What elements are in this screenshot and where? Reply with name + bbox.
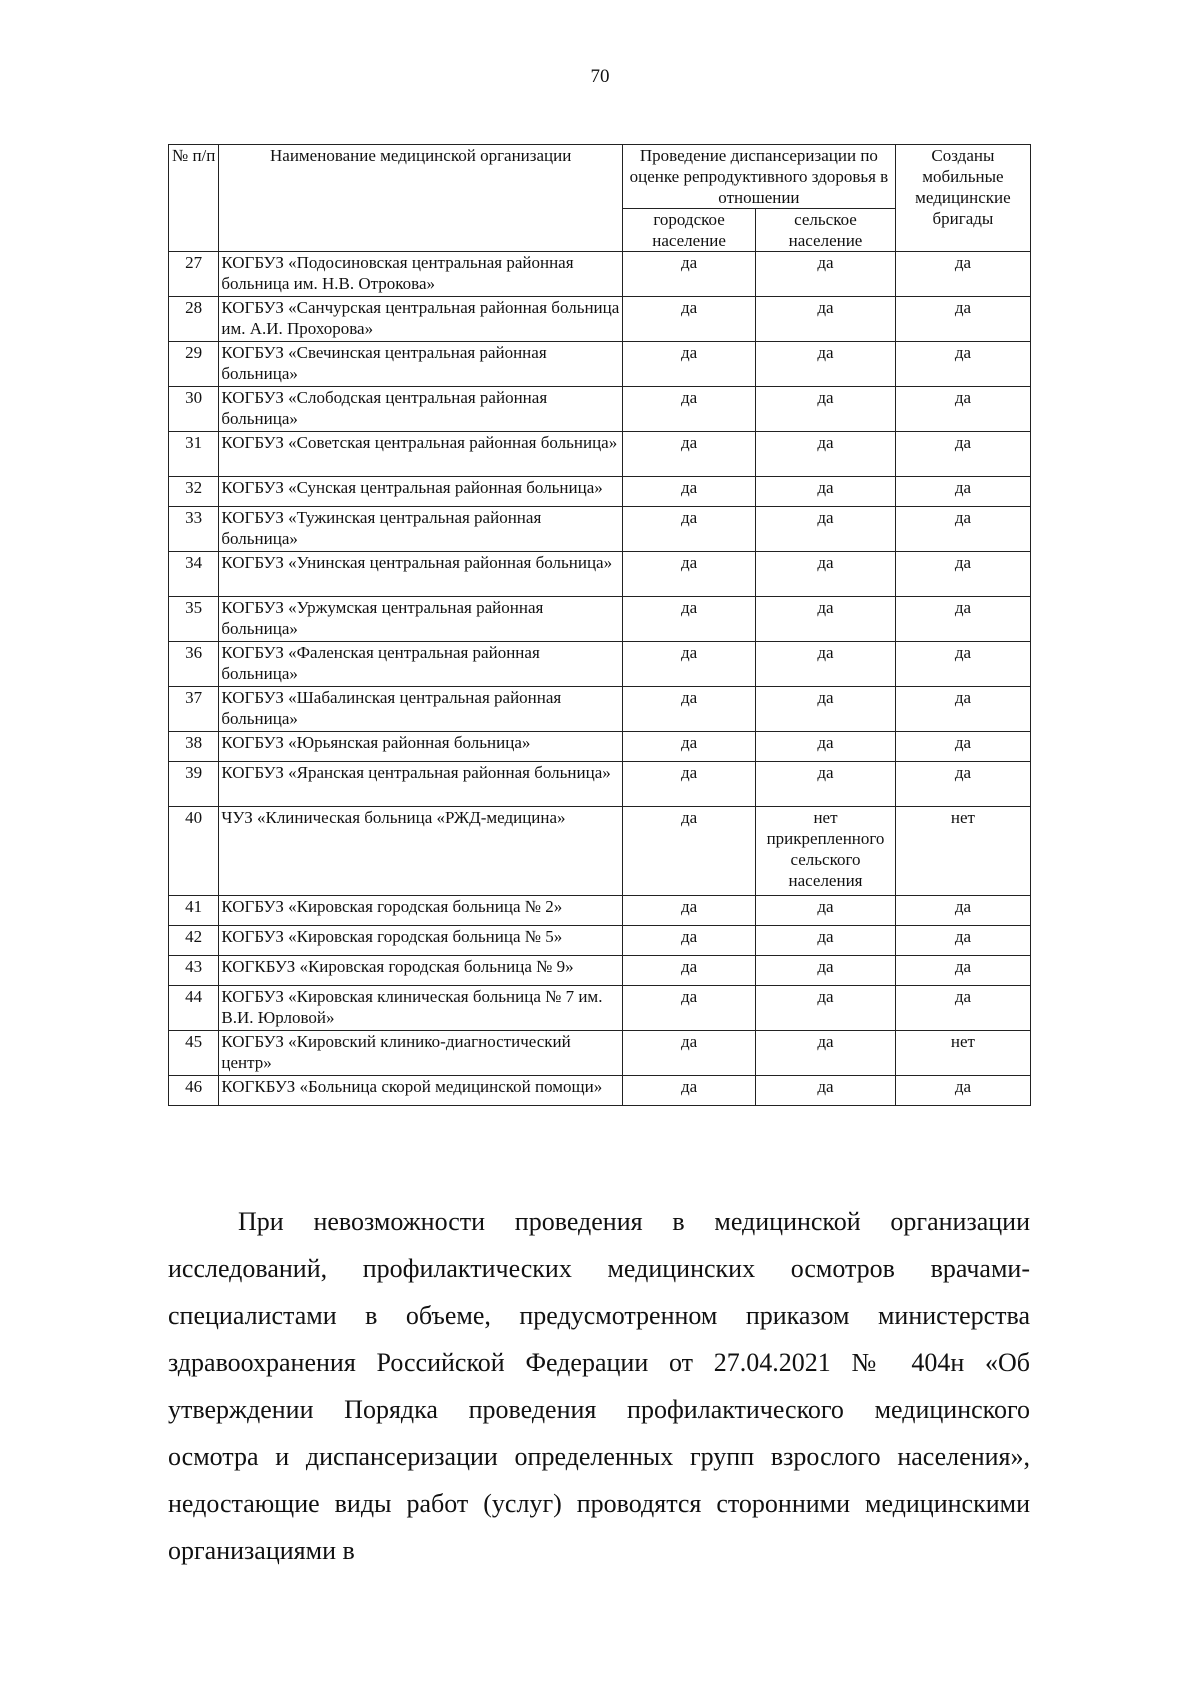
row-number: 34 <box>169 552 219 597</box>
row-number: 42 <box>169 926 219 956</box>
rural-population-value: да <box>756 896 896 926</box>
organization-name: КОГБУЗ «Свечинская центральная районная больница» <box>219 342 623 387</box>
table-row <box>169 477 1031 507</box>
header-rural: сельское население <box>756 209 896 252</box>
table-row <box>169 597 1031 642</box>
urban-population-value: да <box>623 552 756 597</box>
mobile-teams-value: да <box>895 956 1030 986</box>
organization-name: КОГБУЗ «Кировская городская больница № 2» <box>219 896 623 926</box>
mobile-teams-value: да <box>895 552 1030 597</box>
urban-population-value: да <box>623 642 756 687</box>
table-row <box>169 956 1031 986</box>
row-number: 35 <box>169 597 219 642</box>
table-row <box>169 1031 1031 1076</box>
organizations-table <box>168 144 1031 1106</box>
mobile-teams-value: да <box>895 926 1030 956</box>
mobile-teams-value: да <box>895 732 1030 762</box>
rural-population-value: да <box>756 732 896 762</box>
urban-population-value: да <box>623 732 756 762</box>
rural-population-value: да <box>756 1076 896 1106</box>
urban-population-value: да <box>623 896 756 926</box>
rural-population-value: да <box>756 1031 896 1076</box>
row-number: 31 <box>169 432 219 477</box>
mobile-teams-value: нет <box>895 807 1030 896</box>
row-number: 37 <box>169 687 219 732</box>
row-number: 38 <box>169 732 219 762</box>
organization-name: КОГБУЗ «Советская центральная районная больница» <box>219 432 623 477</box>
body-paragraph <box>168 1198 1030 1574</box>
mobile-teams-value: да <box>895 387 1030 432</box>
organization-name: ЧУЗ «Клиническая больница «РЖД-медицина» <box>219 807 623 896</box>
rural-population-value: да <box>756 956 896 986</box>
mobile-teams-value: да <box>895 507 1030 552</box>
header-urban: городское население <box>623 209 756 252</box>
row-number: 46 <box>169 1076 219 1106</box>
urban-population-value: да <box>623 342 756 387</box>
paragraph-text: При невозможности проведения в медицинской организации исследований, профилактических медицинских осмотров врачами-специалистами в объеме, предусмотренном приказом министерства здравоохранения Российской Федерации от 27.04.2021 № 404н «Об утверждении Порядка проведения профилактического медицинского осмотра и диспансеризации определенных групп взрослого населения», недостающие виды работ (услуг) проводятся сторонними медицинскими организациями в <box>168 1207 1030 1565</box>
urban-population-value: да <box>623 507 756 552</box>
urban-population-value: да <box>623 687 756 732</box>
organization-name: КОГБУЗ «Яранская центральная районная больница» <box>219 762 623 807</box>
table-row <box>169 807 1031 896</box>
organization-name: КОГБУЗ «Подосиновская центральная районная больница им. Н.В. Отрокова» <box>219 252 623 297</box>
organization-name: КОГБУЗ «Кировская клиническая больница № 7 им. В.И. Юрловой» <box>219 986 623 1031</box>
rural-population-value: да <box>756 432 896 477</box>
rural-population-value: да <box>756 507 896 552</box>
header-num: № п/п <box>169 145 219 252</box>
row-number: 41 <box>169 896 219 926</box>
rural-population-value: да <box>756 552 896 597</box>
table-row <box>169 552 1031 597</box>
urban-population-value: да <box>623 926 756 956</box>
organization-name: КОГБУЗ «Юрьянская районная больница» <box>219 732 623 762</box>
mobile-teams-value: да <box>895 597 1030 642</box>
rural-population-value: да <box>756 297 896 342</box>
mobile-teams-value: да <box>895 342 1030 387</box>
row-number: 27 <box>169 252 219 297</box>
urban-population-value: да <box>623 1076 756 1106</box>
mobile-teams-value: да <box>895 762 1030 807</box>
row-number: 29 <box>169 342 219 387</box>
table-row <box>169 1076 1031 1106</box>
row-number: 39 <box>169 762 219 807</box>
rural-population-value: да <box>756 597 896 642</box>
mobile-teams-value: да <box>895 252 1030 297</box>
rural-population-value: да <box>756 642 896 687</box>
table-row <box>169 507 1031 552</box>
row-number: 43 <box>169 956 219 986</box>
rural-population-value: да <box>756 342 896 387</box>
urban-population-value: да <box>623 297 756 342</box>
urban-population-value: да <box>623 762 756 807</box>
table-row <box>169 687 1031 732</box>
urban-population-value: да <box>623 387 756 432</box>
organization-name: КОГКБУЗ «Кировская городская больница № 9» <box>219 956 623 986</box>
table-row <box>169 642 1031 687</box>
mobile-teams-value: да <box>895 687 1030 732</box>
urban-population-value: да <box>623 432 756 477</box>
mobile-teams-value: да <box>895 896 1030 926</box>
row-number: 40 <box>169 807 219 896</box>
mobile-teams-value: да <box>895 642 1030 687</box>
header-name: Наименование медицинской организации <box>219 145 623 252</box>
urban-population-value: да <box>623 597 756 642</box>
header-mobile-teams: Созданы мобильные медицинские бригады <box>895 145 1030 252</box>
organization-name: КОГБУЗ «Уржумская центральная районная больница» <box>219 597 623 642</box>
row-number: 45 <box>169 1031 219 1076</box>
organization-name: КОГБУЗ «Шабалинская центральная районная больница» <box>219 687 623 732</box>
mobile-teams-value: да <box>895 432 1030 477</box>
rural-population-value: да <box>756 687 896 732</box>
table-row <box>169 926 1031 956</box>
row-number: 36 <box>169 642 219 687</box>
organization-name: КОГБУЗ «Кировский клинико-диагностический центр» <box>219 1031 623 1076</box>
mobile-teams-value: да <box>895 986 1030 1031</box>
table-row <box>169 297 1031 342</box>
organization-name: КОГБУЗ «Слободская центральная районная больница» <box>219 387 623 432</box>
organization-name: КОГБУЗ «Санчурская центральная районная больница им. А.И. Прохорова» <box>219 297 623 342</box>
rural-population-value: да <box>756 252 896 297</box>
organization-name: КОГКБУЗ «Больница скорой медицинской помощи» <box>219 1076 623 1106</box>
organization-name: КОГБУЗ «Кировская городская больница № 5» <box>219 926 623 956</box>
rural-population-value: да <box>756 477 896 507</box>
urban-population-value: да <box>623 807 756 896</box>
table-row <box>169 762 1031 807</box>
urban-population-value: да <box>623 956 756 986</box>
organization-name: КОГБУЗ «Фаленская центральная районная больница» <box>219 642 623 687</box>
rural-population-value: да <box>756 762 896 807</box>
row-number: 44 <box>169 986 219 1031</box>
mobile-teams-value: да <box>895 297 1030 342</box>
rural-population-value: да <box>756 926 896 956</box>
urban-population-value: да <box>623 477 756 507</box>
mobile-teams-value: да <box>895 477 1030 507</box>
table-row <box>169 387 1031 432</box>
urban-population-value: да <box>623 1031 756 1076</box>
rural-population-value: нет прикрепленного сельского населения <box>756 807 896 896</box>
row-number: 33 <box>169 507 219 552</box>
page-number: 70 <box>590 66 610 87</box>
table-body <box>169 252 1031 1106</box>
table-row <box>169 896 1031 926</box>
mobile-teams-value: нет <box>895 1031 1030 1076</box>
organization-name: КОГБУЗ «Унинская центральная районная больница» <box>219 552 623 597</box>
rural-population-value: да <box>756 986 896 1031</box>
row-number: 28 <box>169 297 219 342</box>
table-row <box>169 986 1031 1031</box>
table-row <box>169 252 1031 297</box>
urban-population-value: да <box>623 986 756 1031</box>
table-row <box>169 432 1031 477</box>
row-number: 30 <box>169 387 219 432</box>
mobile-teams-value: да <box>895 1076 1030 1106</box>
urban-population-value: да <box>623 252 756 297</box>
organization-name: КОГБУЗ «Сунская центральная районная больница» <box>219 477 623 507</box>
table-row <box>169 732 1031 762</box>
rural-population-value: да <box>756 387 896 432</box>
header-dispensary-group: Проведение диспансеризации по оценке репродуктивного здоровья в отношении <box>623 145 896 209</box>
organization-name: КОГБУЗ «Тужинская центральная районная больница» <box>219 507 623 552</box>
table-row <box>169 342 1031 387</box>
row-number: 32 <box>169 477 219 507</box>
